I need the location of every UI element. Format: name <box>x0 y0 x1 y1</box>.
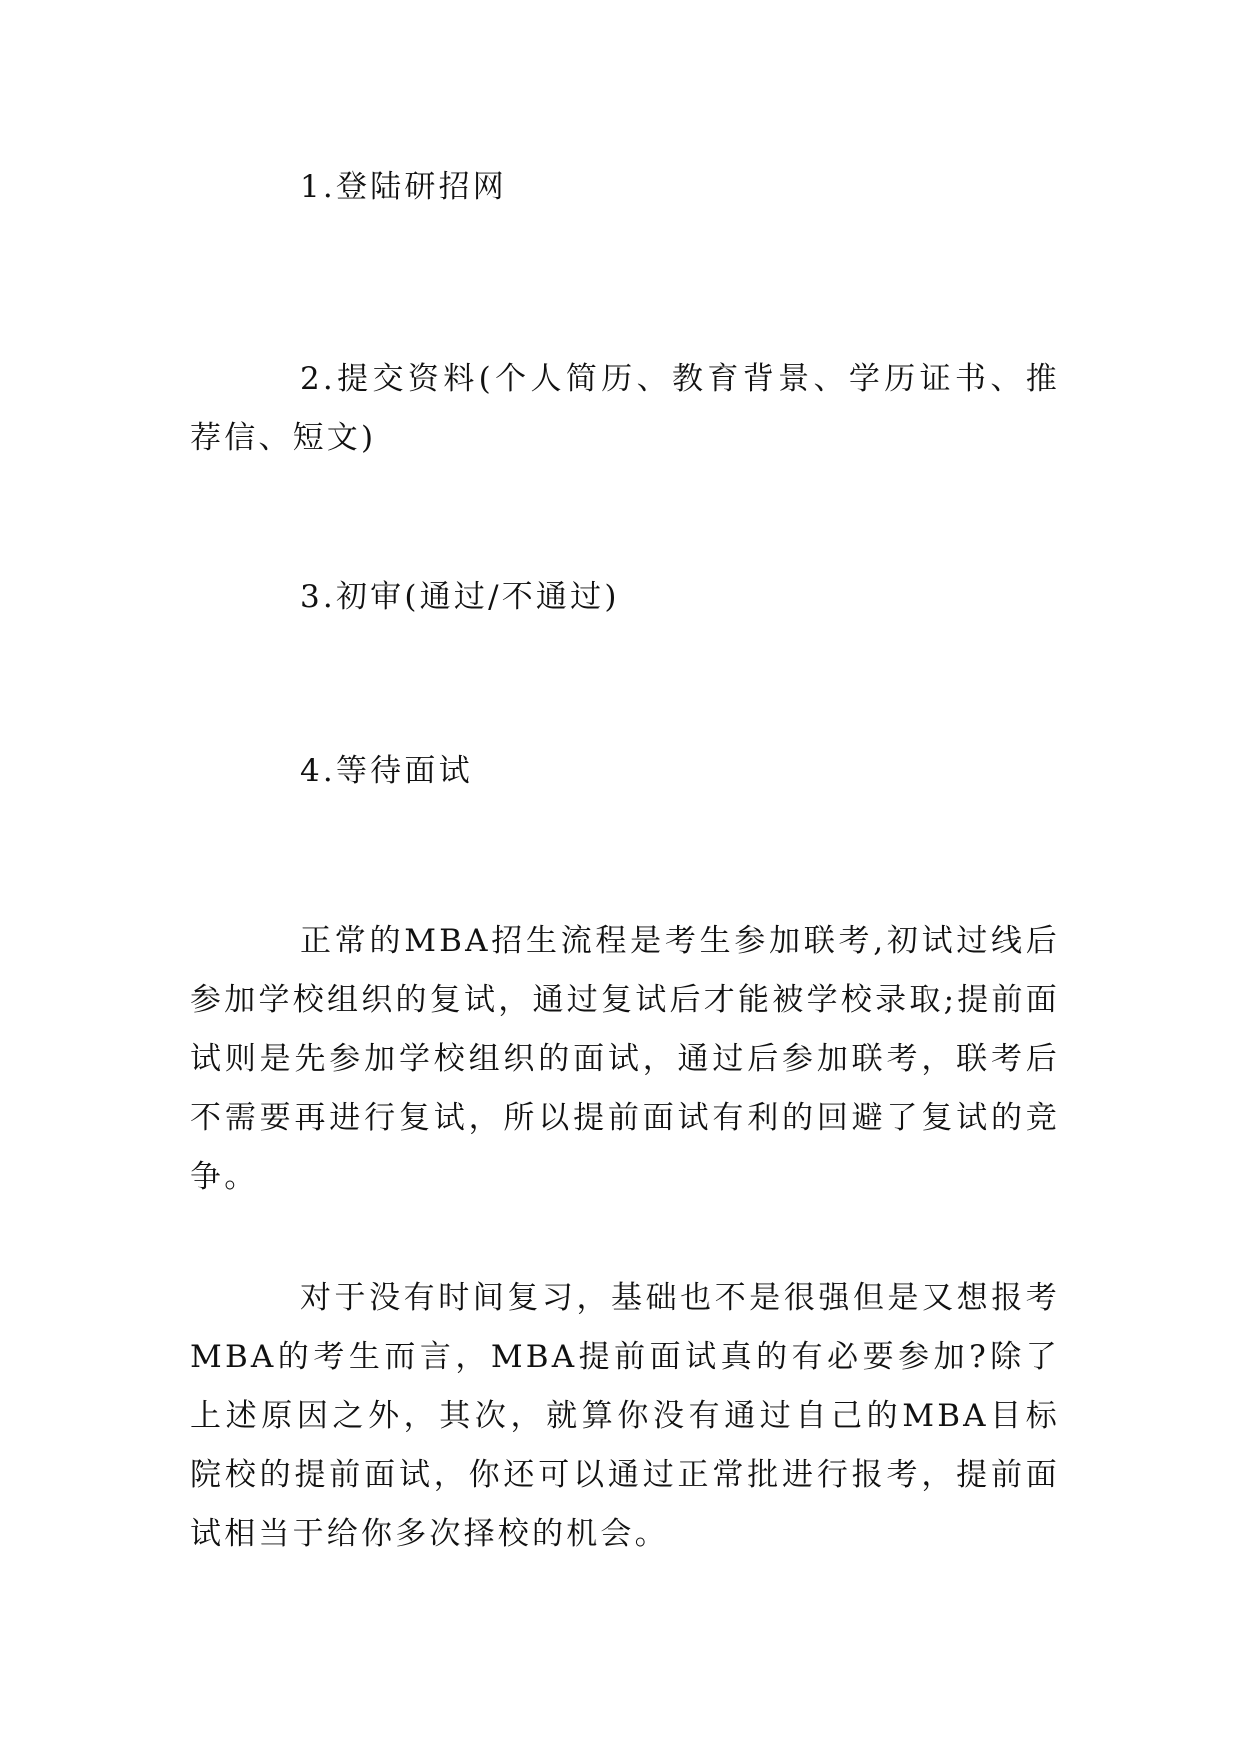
step-4-await-interview: 4.等待面试 <box>300 753 473 789</box>
step-3-initial-review: 3.初审(通过/不通过) <box>300 579 620 615</box>
paragraph-normal-process: 正常的MBA招生流程是考生参加联考,初试过线后参加学校组织的复试，通过复试后才能被学校录取;提前面试则是先参加学校组织的面试，通过后参加联考，联考后不需要再进行复试，所以提前面试有利的回避了复试的竞争。 <box>190 923 1060 1195</box>
paragraph-advice: 对于没有时间复习，基础也不是很强但是又想报考MBA的考生而言，MBA提前面试真的有必要参加?除了上述原因之外，其次，就算你没有通过自己的MBA目标院校的提前面试，你还可以通过正常批进行报考，提前面试相当于给你多次择校的机会。 <box>190 1280 1060 1552</box>
step-1-login: 1.登陆研招网 <box>300 169 507 205</box>
step-2-submit-materials: 2.提交资料(个人简历、教育背景、学历证书、推荐信、短文) <box>190 361 1060 456</box>
